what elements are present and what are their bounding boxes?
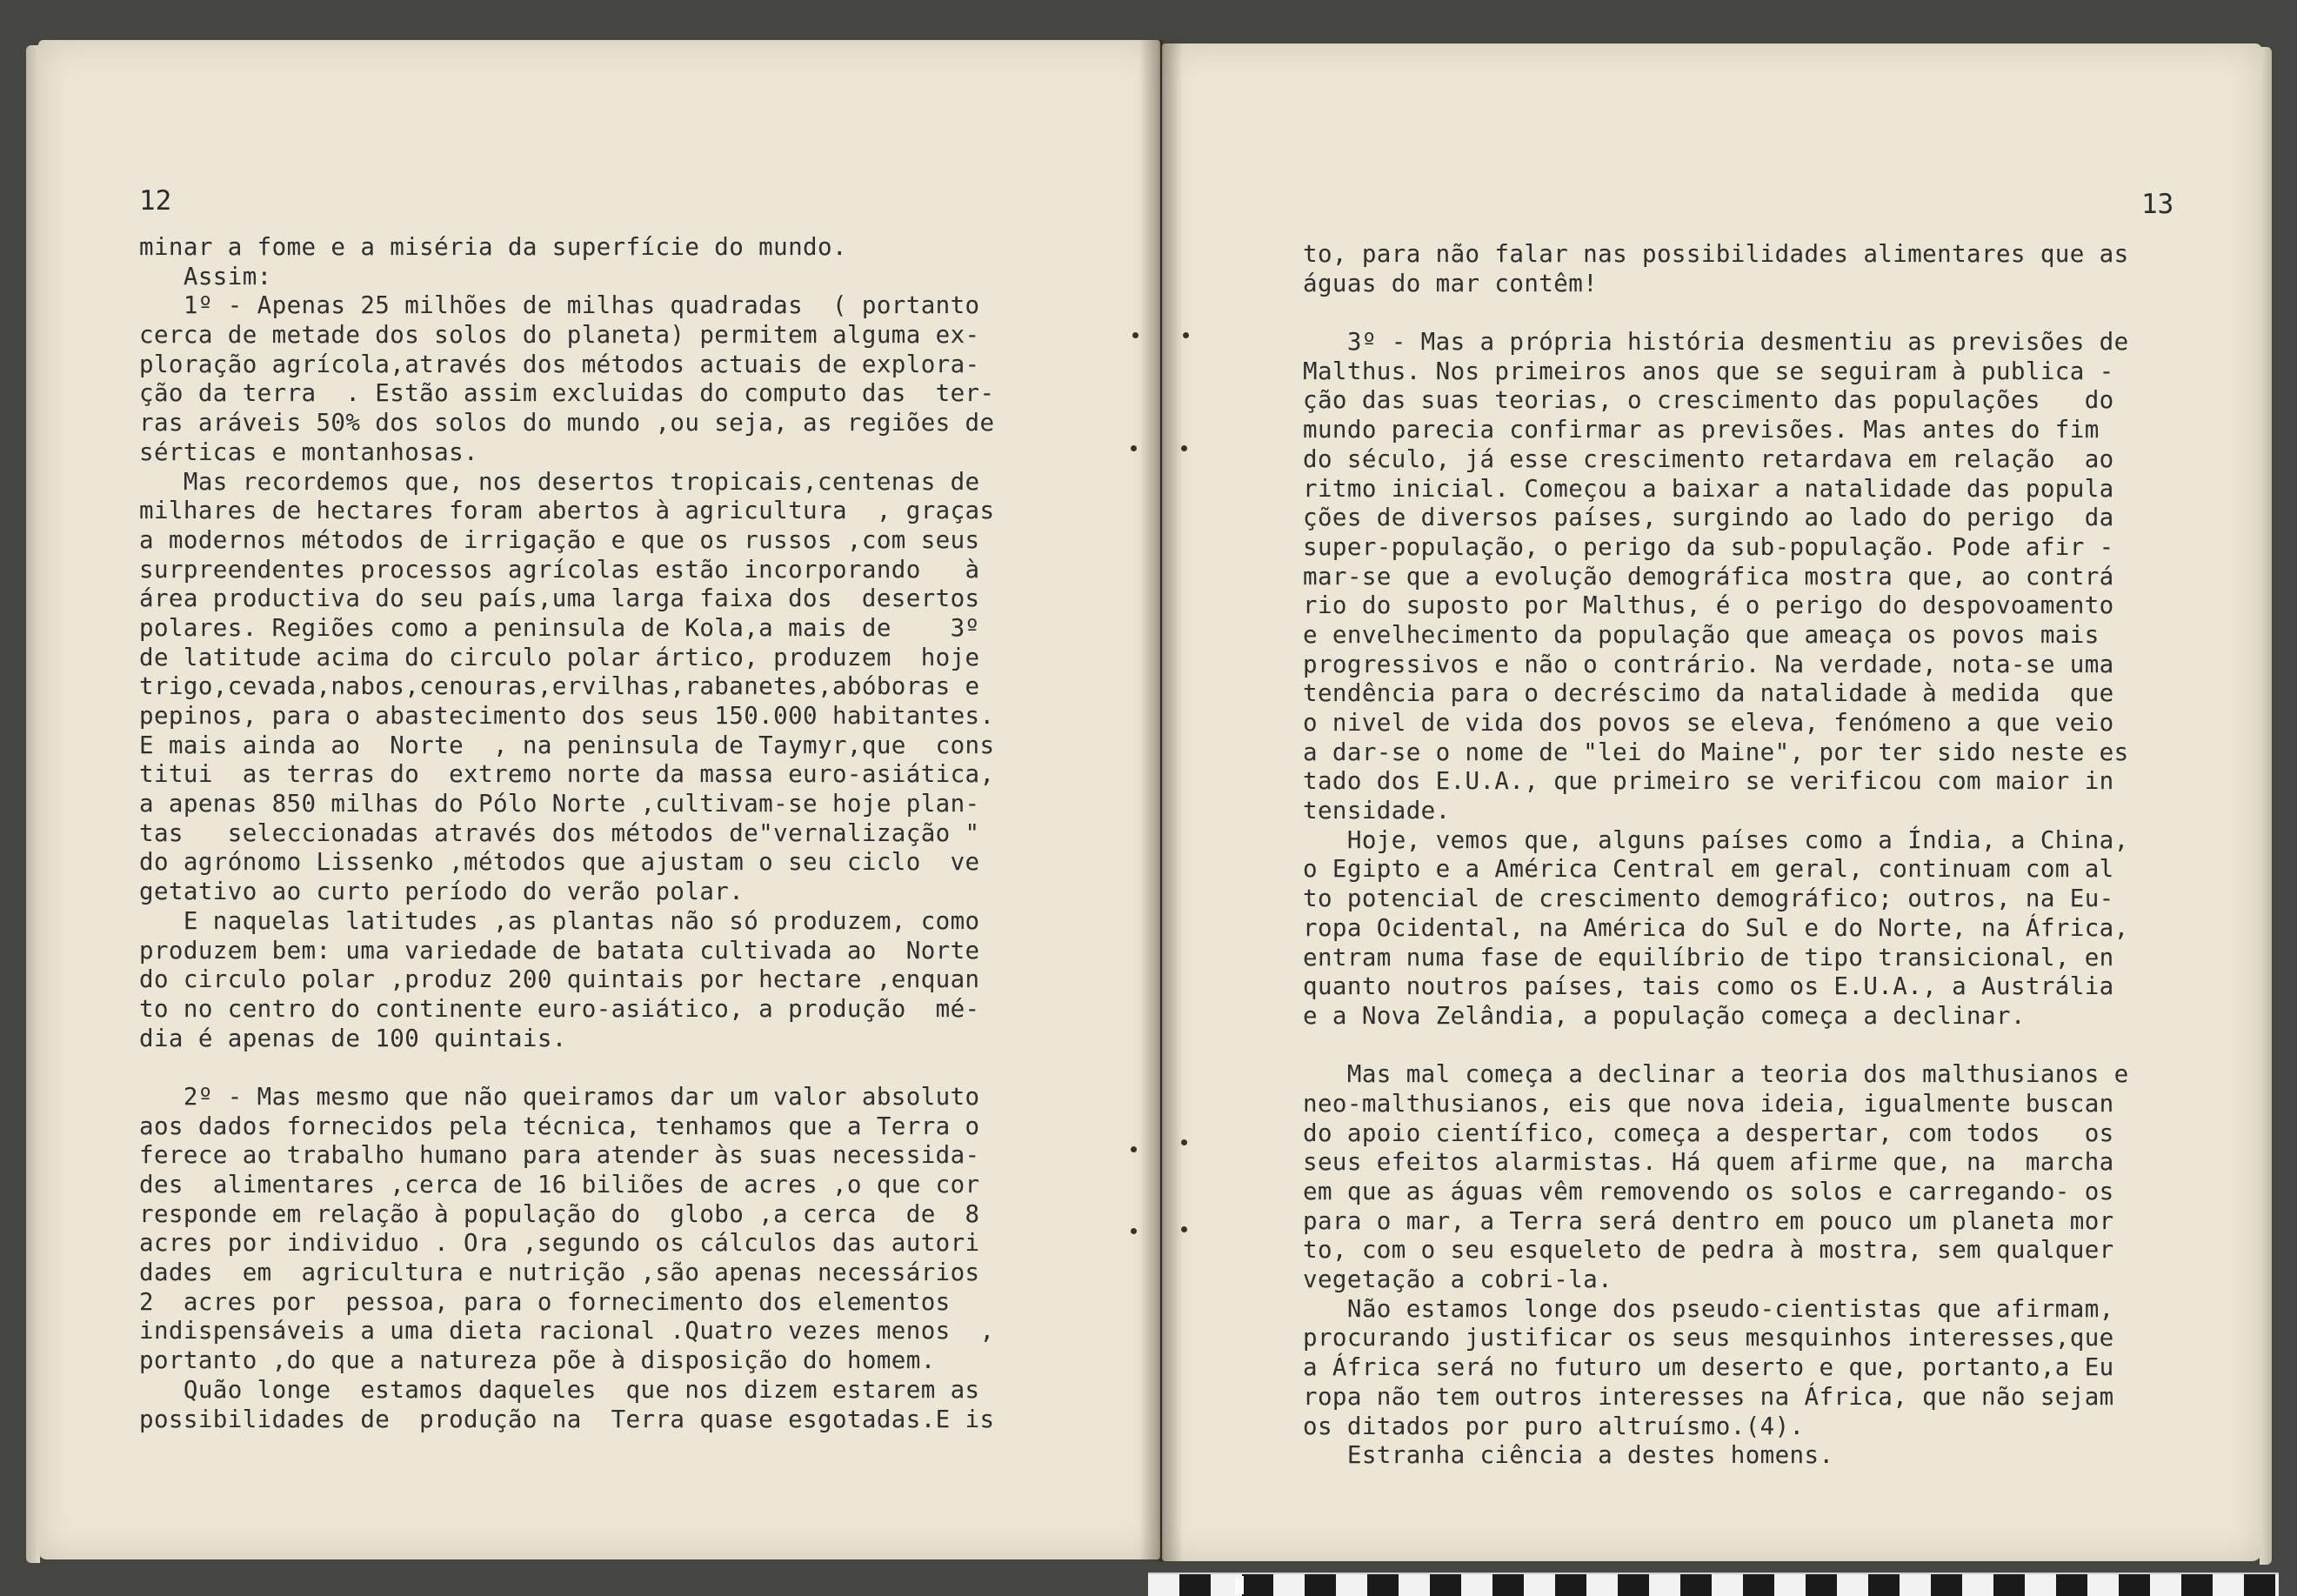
text-line: dia é apenas de 100 quintais.: [139, 1024, 567, 1052]
text-line: tado dos E.U.A., que primeiro se verificou com maior in: [1303, 767, 2114, 796]
text-line: portanto ,do que a natureza põe à disposição do homem.: [139, 1346, 936, 1375]
text-line: ritmo inicial. Começou a baixar a natalidade das popula: [1303, 474, 2114, 503]
text-line: sérticas e montanhosas.: [139, 437, 478, 466]
text-line: seus efeitos alarmistas. Há quem afirme que, na marcha: [1303, 1148, 2114, 1177]
text-line: tas seleccionadas através dos métodos de"vernalização ": [139, 818, 980, 847]
text-line: milhares de hectares foram abertos à agricultura , graças: [139, 497, 995, 525]
text-line: águas do mar contêm!: [1303, 269, 1599, 297]
page-number-left: 12: [139, 185, 172, 217]
text-line: ção das suas teorias, o crescimento das populações do: [1303, 386, 2114, 415]
text-line: Mas mal começa a declinar a teoria dos malthusianos e: [1303, 1060, 2129, 1089]
text-line: Mas recordemos que, nos desertos tropicais,centenas de: [139, 467, 980, 496]
ruler-marker: [1235, 1576, 1244, 1594]
text-line: to potencial de crescimento demográfico; outros, na Eu-: [1303, 885, 2114, 913]
text-line: surpreendentes processos agrícolas estão incorporando à: [139, 555, 980, 584]
text-line: de latitude acima do circulo polar ártico, produzem hoje: [139, 643, 980, 671]
text-line: ropa não tem outros interesses na África, que não sejam: [1303, 1382, 2114, 1411]
page-number-right: 13: [2141, 189, 2174, 220]
text-line: acres por individuo . Ora ,segundo os cálculos das autori: [139, 1229, 980, 1258]
text-line: to, com o seu esqueleto de pedra à mostra, sem qualquer: [1303, 1236, 2114, 1265]
text-line: Malthus. Nos primeiros anos que se seguiram à publica -: [1303, 357, 2114, 385]
text-line: 3º - Mas a própria história desmentiu as previsões de: [1303, 328, 2129, 357]
text-line: 2 acres por pessoa, para o fornecimento dos elementos: [139, 1287, 951, 1316]
text-line: titui as terras do extremo norte da massa euro-asiática,: [139, 760, 995, 789]
text-line: Quão longe estamos daqueles que nos dizem estarem as: [139, 1375, 980, 1404]
text-line: 2º - Mas mesmo que não queiramos dar um valor absoluto: [139, 1082, 980, 1111]
text-line: [1303, 298, 2129, 328]
text-line: E mais ainda ao Norte , na peninsula de Taymyr,que cons: [139, 731, 995, 759]
text-line: pepinos, para o abastecimento dos seus 150.000 habitantes.: [139, 702, 995, 730]
text-line: getativo ao curto período do verão polar.: [139, 878, 745, 906]
text-line: super-população, o perigo da sub-população. Pode afir -: [1303, 532, 2114, 561]
text-line: indispensáveis a uma dieta racional .Quatro vezes menos ,: [139, 1317, 995, 1346]
text-line: trigo,cevada,nabos,cenouras,ervilhas,rabanetes,abóboras e: [139, 672, 980, 701]
binding-hole: [1131, 445, 1137, 451]
text-line: [1303, 1032, 2129, 1061]
text-line: aos dados fornecidos pela técnica, tenhamos que a Terra o: [139, 1112, 980, 1140]
text-line: [139, 1053, 994, 1083]
text-line: o nivel de vida dos povos se eleva, fenómeno a que veio: [1303, 709, 2114, 737]
text-line: polares. Regiões como a peninsula de Kola,a mais de 3º: [139, 613, 980, 642]
right-page-body: [1303, 240, 2129, 1471]
text-line: vegetação a cobri-la.: [1303, 1265, 1613, 1294]
text-line: 1º - Apenas 25 milhões de milhas quadradas ( portanto: [139, 291, 980, 320]
text-line: to no centro do continente euro-asiático, a produção mé-: [139, 994, 980, 1023]
book-gutter: [1139, 40, 1183, 1562]
text-line: Assim:: [139, 262, 272, 290]
text-line: des alimentares ,cerca de 16 biliões de acres ,o que cor: [139, 1171, 980, 1199]
text-line: ploração agrícola,através dos métodos actuais de explora-: [139, 350, 980, 378]
binding-hole: [1181, 1139, 1187, 1145]
text-line: dades em agricultura e nutrição ,são apenas necessários: [139, 1259, 980, 1287]
binding-hole: [1131, 1228, 1137, 1234]
text-line: responde em relação à população do globo ,a cerca de 8: [139, 1199, 980, 1228]
text-line: do apoio científico, começa a despertar, com todos os: [1303, 1119, 2114, 1147]
text-line: tendência para o decréscimo da natalidade à medida que: [1303, 679, 2114, 708]
text-line: ferece ao trabalho humano para atender às suas necessida-: [139, 1141, 980, 1170]
text-line: a África será no futuro um deserto e que, portanto,a Eu: [1303, 1353, 2114, 1382]
text-line: para o mar, a Terra será dentro em pouco um planeta mor: [1303, 1206, 2114, 1235]
text-line: E naquelas latitudes ,as plantas não só produzem, como: [139, 906, 980, 935]
text-line: produzem bem: uma variedade de batata cultivada ao Norte: [139, 936, 980, 965]
text-line: entram numa fase de equilíbrio de tipo transicional, en: [1303, 943, 2114, 972]
text-line: e envelhecimento da população que ameaça os povos mais: [1303, 620, 2100, 649]
text-line: procurando justificar os seus mesquinhos interesses,que: [1303, 1324, 2114, 1352]
binding-hole: [1131, 1146, 1137, 1152]
text-line: cerca de metade dos solos do planeta) permitem alguma ex-: [139, 321, 980, 350]
text-line: rio do suposto por Malthus, é o perigo do despovoamento: [1303, 591, 2114, 620]
text-line: ropa Ocidental, na América do Sul e do Norte, na África,: [1303, 913, 2129, 942]
text-line: a modernos métodos de irrigação e que os russos ,com seus: [139, 525, 980, 554]
text-line: quanto noutros países, tais como os E.U.A., a Austrália: [1303, 972, 2114, 1001]
text-line: neo-malthusianos, eis que nova ideia, igualmente buscan: [1303, 1089, 2114, 1118]
text-line: ção da terra . Estão assim excluidas do computo das ter-: [139, 379, 995, 408]
text-line: Estranha ciência a destes homens.: [1303, 1441, 1834, 1470]
text-line: os ditados por puro altruísmo.(4).: [1303, 1412, 1805, 1440]
binding-hole: [1181, 445, 1187, 451]
text-line: em que as águas vêm removendo os solos e carregando- os: [1303, 1178, 2114, 1205]
text-line: ções de diversos países, surgindo ao lado do perigo da: [1303, 504, 2114, 532]
text-line: possibilidades de produção na Terra quase esgotadas.E is: [139, 1405, 995, 1433]
text-line: e a Nova Zelândia, a população começa a declinar.: [1303, 1001, 2026, 1030]
text-line: a dar-se o nome de "lei do Maine", por ter sido neste es: [1303, 738, 2129, 766]
text-line: to, para não falar nas possibilidades alimentares que as: [1303, 240, 2129, 268]
binding-hole: [1132, 332, 1138, 338]
text-line: Não estamos longe dos pseudo-cientistas que afirmam,: [1303, 1294, 2114, 1323]
text-line: minar a fome e a miséria da superfície do mundo.: [139, 233, 847, 261]
binding-hole: [1183, 332, 1189, 338]
binding-hole: [1181, 1226, 1187, 1232]
text-line: do século, já esse crescimento retardava em relação ao: [1303, 444, 2114, 473]
text-line: mundo parecia confirmar as previsões. Mas antes do fim: [1303, 416, 2100, 444]
text-line: tensidade.: [1303, 797, 1451, 825]
text-line: do circulo polar ,produz 200 quintais por hectare ,enquan: [139, 965, 980, 994]
scale-ruler: [1148, 1573, 2279, 1596]
text-line: mar-se que a evolução demográfica mostra que, ao contrá: [1303, 562, 2114, 591]
text-line: o Egipto e a América Central em geral, continuam com al: [1303, 855, 2114, 884]
text-line: Hoje, vemos que, alguns países como a Índia, a China,: [1303, 825, 2129, 854]
left-page-body: [139, 233, 994, 1434]
text-line: progressivos e não o contrário. Na verdade, nota-se uma: [1303, 650, 2114, 678]
text-line: área productiva do seu país,uma larga faixa dos desertos: [139, 584, 980, 613]
text-line: a apenas 850 milhas do Pólo Norte ,cultivam-se hoje plan-: [139, 790, 980, 818]
text-line: do agrónomo Lissenko ,métodos que ajustam o seu ciclo ve: [139, 848, 980, 877]
text-line: ras aráveis 50% dos solos do mundo ,ou seja, as regiões de: [139, 409, 995, 437]
